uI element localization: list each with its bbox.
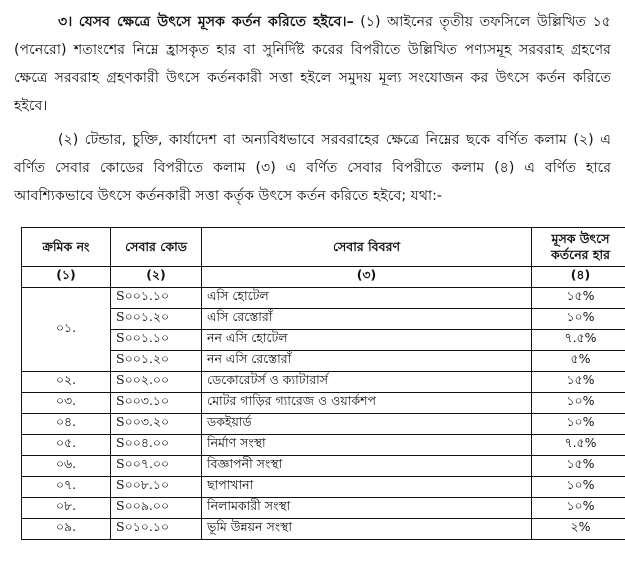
row-vat-rate: ১০% — [532, 414, 625, 435]
paragraph-1-body: (১) আইনের তৃতীয় তফসিলে উল্লিখিত ১৫ (পনেরো) শতাংশের নিম্নে হ্রাসকৃত হার বা সুনির্দিষ্ট করের বিপরীতে উল্লিখিত পণ্যসমূহ সরবরাহ গ্রহণের ক্ষেত্রে সরবরাহ গ্রহণকারী উৎসে কর্তনকারী সত্তা হইলে সমুদয় মূল্য সংযোজন কর উৎসে কর্তন করিতে হইবে। — [14, 14, 611, 114]
row-service-description: এসি হোটেল — [202, 288, 532, 309]
row-service-code: S০০১.১০ — [111, 330, 202, 351]
row-vat-rate: ১০% — [532, 477, 625, 498]
column-number-rate: (৪) — [532, 267, 625, 288]
table-row — [22, 477, 625, 498]
row-vat-rate: ৭.৫% — [532, 435, 625, 456]
section-number: ৩। — [58, 14, 73, 30]
row-vat-rate: ৭.৫% — [532, 330, 625, 351]
row-serial: ০১. — [22, 288, 111, 372]
row-vat-rate: ১০% — [532, 498, 625, 519]
row-service-description: এসি রেস্তোরাঁ — [202, 309, 532, 330]
table-row — [22, 519, 625, 540]
row-serial: ০৬. — [22, 456, 111, 477]
row-service-code: S০০৪.০০ — [111, 435, 202, 456]
paragraph-1 — [14, 8, 611, 120]
table-row — [22, 309, 625, 330]
column-number-description: (৩) — [202, 267, 532, 288]
row-service-code: S০১০.১০ — [111, 519, 202, 540]
row-service-description: নন এসি হোটেল — [202, 330, 532, 351]
row-serial: ০৯. — [22, 519, 111, 540]
row-service-description: ডকইয়ার্ড — [202, 414, 532, 435]
row-service-description: ডেকোরেটর্স ও ক্যাটারার্স — [202, 372, 532, 393]
row-vat-rate: ১০% — [532, 393, 625, 414]
row-vat-rate: ১৫% — [532, 372, 625, 393]
column-number-serial: (১) — [22, 267, 111, 288]
row-service-code: S০০১.২০ — [111, 351, 202, 372]
row-serial: ০৫. — [22, 435, 111, 456]
row-service-description: নির্মাণ সংস্থা — [202, 435, 532, 456]
table-row — [22, 288, 625, 309]
row-vat-rate: ২% — [532, 519, 625, 540]
header-vat-rate: মূসক উৎসে কর্তনের হার — [532, 228, 625, 267]
header-service-description: সেবার বিবরণ — [202, 228, 532, 267]
row-serial: ০৮. — [22, 498, 111, 519]
service-rate-table — [21, 227, 625, 540]
row-service-code: S০০৩.১০ — [111, 393, 202, 414]
row-service-description: নন এসি রেস্তোরাঁ — [202, 351, 532, 372]
row-service-description: ছাপাখানা — [202, 477, 532, 498]
paragraph-2: (২) টেন্ডার, চুক্তি, কার্যাদেশ বা অন্যবিধভাবে সরবরাহের ক্ষেত্রে নিম্নের ছকে বর্ণিত কলাম (২) এ বর্ণিত সেবার কোডের বিপরীতে কলাম (৩) এ বর্ণিত সেবার বিপরীতে কলাম (৪) এ বর্ণিত হারে আবশ্যিকভাবে উৎসে কর্তনকারী সত্তা কর্তৃক উৎসে কর্তন করিতে হইবে; যথা:- — [14, 132, 611, 204]
row-vat-rate: ১৫% — [532, 288, 625, 309]
row-service-code: S০০৩.২০ — [111, 414, 202, 435]
row-vat-rate: ১০% — [532, 309, 625, 330]
row-service-description: বিজ্ঞাপনী সংস্থা — [202, 456, 532, 477]
row-service-code: S০০৯.০০ — [111, 498, 202, 519]
column-number-code: (২) — [111, 267, 202, 288]
table-row — [22, 498, 625, 519]
row-serial: ০৭. — [22, 477, 111, 498]
table-body — [22, 267, 625, 540]
row-serial: ০২. — [22, 372, 111, 393]
table-row — [22, 330, 625, 351]
row-service-code: S০০১.২০ — [111, 309, 202, 330]
table-header-row — [22, 228, 625, 267]
section-heading: যেসব ক্ষেত্রে উৎসে মূসক কর্তন করিতে হইবে।– — [78, 14, 354, 30]
table-row — [22, 414, 625, 435]
row-service-code: S০০৭.০০ — [111, 456, 202, 477]
table-row — [22, 351, 625, 372]
row-service-code: S০০২.০০ — [111, 372, 202, 393]
row-serial: ০৩. — [22, 393, 111, 414]
row-vat-rate: ৫% — [532, 351, 625, 372]
row-vat-rate: ১৫% — [532, 456, 625, 477]
header-service-code: সেবার কোড — [111, 228, 202, 267]
row-service-code: S০০১.১০ — [111, 288, 202, 309]
header-serial: ক্রমিক নং — [22, 228, 111, 267]
column-number-row — [22, 267, 625, 288]
table-row — [22, 393, 625, 414]
table-row — [22, 435, 625, 456]
table-row — [22, 456, 625, 477]
row-service-code: S০০৮.১০ — [111, 477, 202, 498]
row-service-description: নিলামকারী সংস্থা — [202, 498, 532, 519]
row-service-description: মোটর গাড়ির গ্যারেজ ও ওয়ার্কশপ — [202, 393, 532, 414]
row-service-description: ভূমি উন্নয়ন সংস্থা — [202, 519, 532, 540]
row-serial: ০৪. — [22, 414, 111, 435]
table-row — [22, 372, 625, 393]
